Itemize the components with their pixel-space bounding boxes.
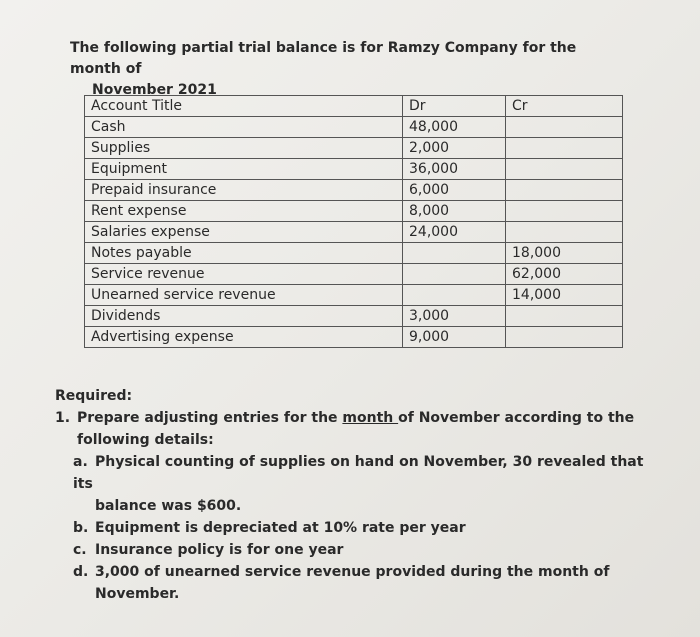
dr-cell: 36,000 xyxy=(403,159,506,180)
cr-cell xyxy=(506,201,623,222)
requirement-text-line-2: following details: xyxy=(77,432,214,448)
dr-cell xyxy=(403,264,506,285)
requirement-number: 1. xyxy=(55,410,71,426)
cr-cell xyxy=(506,117,623,138)
cr-cell xyxy=(506,180,623,201)
dr-cell: 2,000 xyxy=(403,138,506,159)
intro-text xyxy=(70,38,630,101)
table-row xyxy=(85,285,623,306)
sub-requirement-text: Insurance policy is for one year xyxy=(95,542,344,558)
required-heading: Required: xyxy=(55,388,133,404)
cr-cell xyxy=(506,222,623,243)
table-row xyxy=(85,117,623,138)
table-row xyxy=(85,180,623,201)
sub-requirement-text: Equipment is depreciated at 10% rate per year xyxy=(95,520,466,536)
sub-requirement-c xyxy=(55,539,655,561)
cr-cell xyxy=(506,138,623,159)
account-title-cell: Advertising expense xyxy=(85,327,403,348)
table-row xyxy=(85,138,623,159)
sub-requirement-letter: d. xyxy=(73,564,89,580)
cr-cell: 14,000 xyxy=(506,285,623,306)
cr-cell xyxy=(506,306,623,327)
header-dr: Dr xyxy=(403,96,506,117)
dr-cell: 8,000 xyxy=(403,201,506,222)
sub-requirement-b xyxy=(55,517,655,539)
table-row xyxy=(85,327,623,348)
trial-balance-table xyxy=(84,95,623,348)
sub-requirement-text-line-2: November. xyxy=(95,586,180,602)
account-title-cell: Unearned service revenue xyxy=(85,285,403,306)
account-title-cell: Prepaid insurance xyxy=(85,180,403,201)
account-title-cell: Equipment xyxy=(85,159,403,180)
table-row xyxy=(85,306,623,327)
sub-requirement-a xyxy=(55,451,655,517)
account-title-cell: Rent expense xyxy=(85,201,403,222)
account-title-cell: Service revenue xyxy=(85,264,403,285)
requirement-text-pre: Prepare adjusting entries for the xyxy=(77,410,343,426)
requirement-1 xyxy=(55,407,655,451)
table-row xyxy=(85,264,623,285)
table-row xyxy=(85,201,623,222)
dr-cell xyxy=(403,285,506,306)
sub-requirement-text: Physical counting of supplies on hand on November, 30 revealed that its xyxy=(73,454,644,492)
header-account-title: Account Title xyxy=(85,96,403,117)
account-title-cell: Notes payable xyxy=(85,243,403,264)
dr-cell: 48,000 xyxy=(403,117,506,138)
dr-cell: 9,000 xyxy=(403,327,506,348)
dr-cell: 6,000 xyxy=(403,180,506,201)
sub-requirement-text-line-2: balance was $600. xyxy=(95,498,242,514)
requirement-text-underlined: month xyxy=(342,410,399,426)
sub-requirement-d xyxy=(55,561,655,605)
cr-cell: 62,000 xyxy=(506,264,623,285)
header-cr: Cr xyxy=(506,96,623,117)
account-title-cell: Cash xyxy=(85,117,403,138)
account-title-cell: Supplies xyxy=(85,138,403,159)
required-section xyxy=(55,385,655,605)
dr-cell xyxy=(403,243,506,264)
cr-cell xyxy=(506,159,623,180)
table-row xyxy=(85,243,623,264)
sub-requirement-letter: a. xyxy=(73,454,88,470)
intro-line-1: The following partial trial balance is for Ramzy Company for the month of xyxy=(70,40,577,77)
account-title-cell: Salaries expense xyxy=(85,222,403,243)
sub-requirement-letter: c. xyxy=(73,542,87,558)
account-title-cell: Dividends xyxy=(85,306,403,327)
cr-cell: 18,000 xyxy=(506,243,623,264)
sub-requirement-letter: b. xyxy=(73,520,89,536)
dr-cell: 3,000 xyxy=(403,306,506,327)
requirement-text-post: of November according to the xyxy=(398,410,635,426)
cr-cell xyxy=(506,327,623,348)
sub-requirement-text: 3,000 of unearned service revenue provided during the month of xyxy=(95,564,610,580)
dr-cell: 24,000 xyxy=(403,222,506,243)
intro-line-2: November 2021 xyxy=(92,82,217,98)
table-row xyxy=(85,222,623,243)
table-header-row xyxy=(85,96,623,117)
table-row xyxy=(85,159,623,180)
